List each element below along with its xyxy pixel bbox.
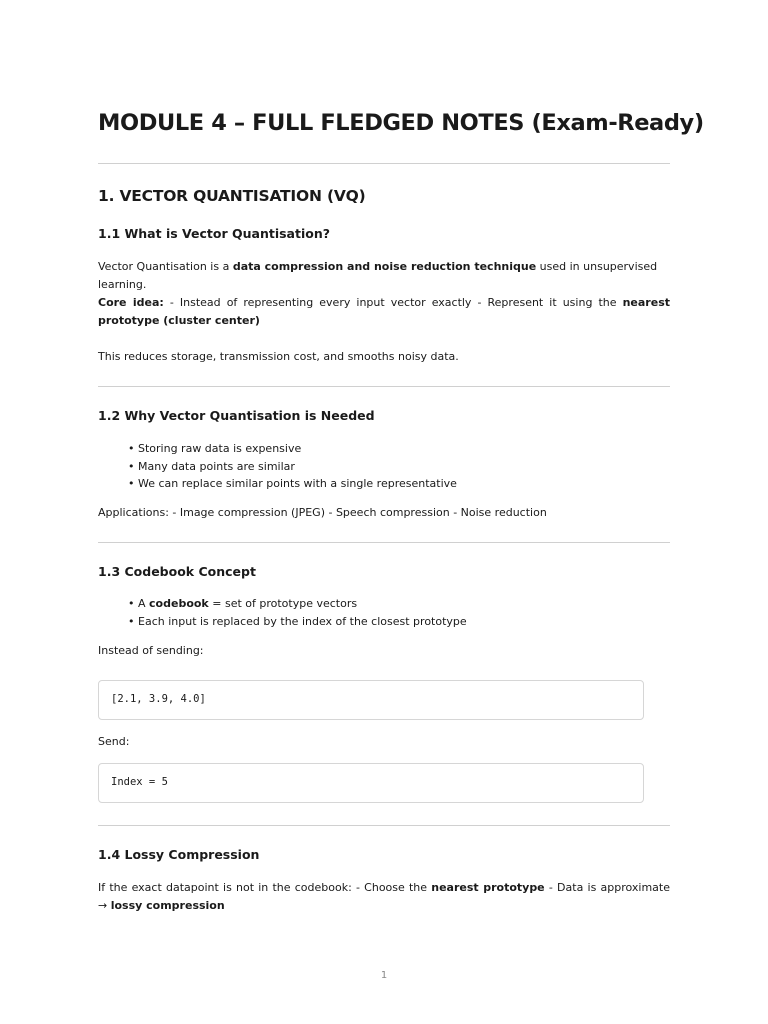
nearest-prototype-bold: nearest prototype	[431, 881, 545, 894]
subsection-heading-1-4: 1.4 Lossy Compression	[98, 847, 260, 862]
code-block-vector: [2.1, 3.9, 4.0]	[98, 680, 644, 720]
list-item: • We can replace similar points with a single representative	[128, 475, 457, 493]
lossy-compression-bold: lossy compression	[110, 899, 225, 912]
divider	[98, 386, 670, 387]
list-item: • Each input is replaced by the index of the closest prototype	[128, 613, 467, 631]
subsection-heading-1-1: 1.1 What is Vector Quantisation?	[98, 226, 330, 241]
why-vq-list	[128, 440, 457, 493]
page-title: MODULE 4 – FULL FLEDGED NOTES (Exam-Ready)	[98, 110, 704, 136]
divider	[98, 163, 670, 164]
core-idea-label: Core idea:	[98, 296, 164, 309]
list-item: • Many data points are similar	[128, 458, 457, 476]
send-label: Send:	[98, 735, 130, 748]
divider	[98, 825, 670, 826]
lossy-paragraph: If the exact datapoint is not in the codebook: - Choose the nearest prototype - Data is approximate → lossy compression	[98, 881, 670, 912]
list-item: • Storing raw data is expensive	[128, 440, 457, 458]
nearest-prototype-bold: nearest prototype (cluster center)	[98, 296, 670, 327]
divider	[98, 542, 670, 543]
list-item: • A codebook = set of prototype vectors	[128, 595, 467, 613]
page-number: 1	[380, 970, 388, 981]
codebook-list	[128, 595, 467, 630]
subsection-heading-1-2: 1.2 Why Vector Quantisation is Needed	[98, 408, 375, 423]
section-heading-vq: 1. VECTOR QUANTISATION (VQ)	[98, 187, 366, 205]
codebook-bold: codebook	[149, 597, 209, 610]
core-idea-paragraph: Core idea: - Instead of representing every input vector exactly - Represent it using the nearest prototype (cluster center)	[98, 296, 670, 327]
code-block-index: Index = 5	[98, 763, 644, 803]
instead-label: Instead of sending:	[98, 644, 204, 657]
subsection-heading-1-3: 1.3 Codebook Concept	[98, 564, 256, 579]
vq-definition-paragraph: Vector Quantisation is a data compression and noise reduction technique used in unsupervised learning.	[98, 260, 658, 291]
applications-paragraph: Applications: - Image compression (JPEG) - Speech compression - Noise reduction	[98, 506, 547, 519]
storage-paragraph: This reduces storage, transmission cost, and smooths noisy data.	[98, 350, 459, 363]
definition-bold: data compression and noise reduction technique	[232, 260, 537, 273]
